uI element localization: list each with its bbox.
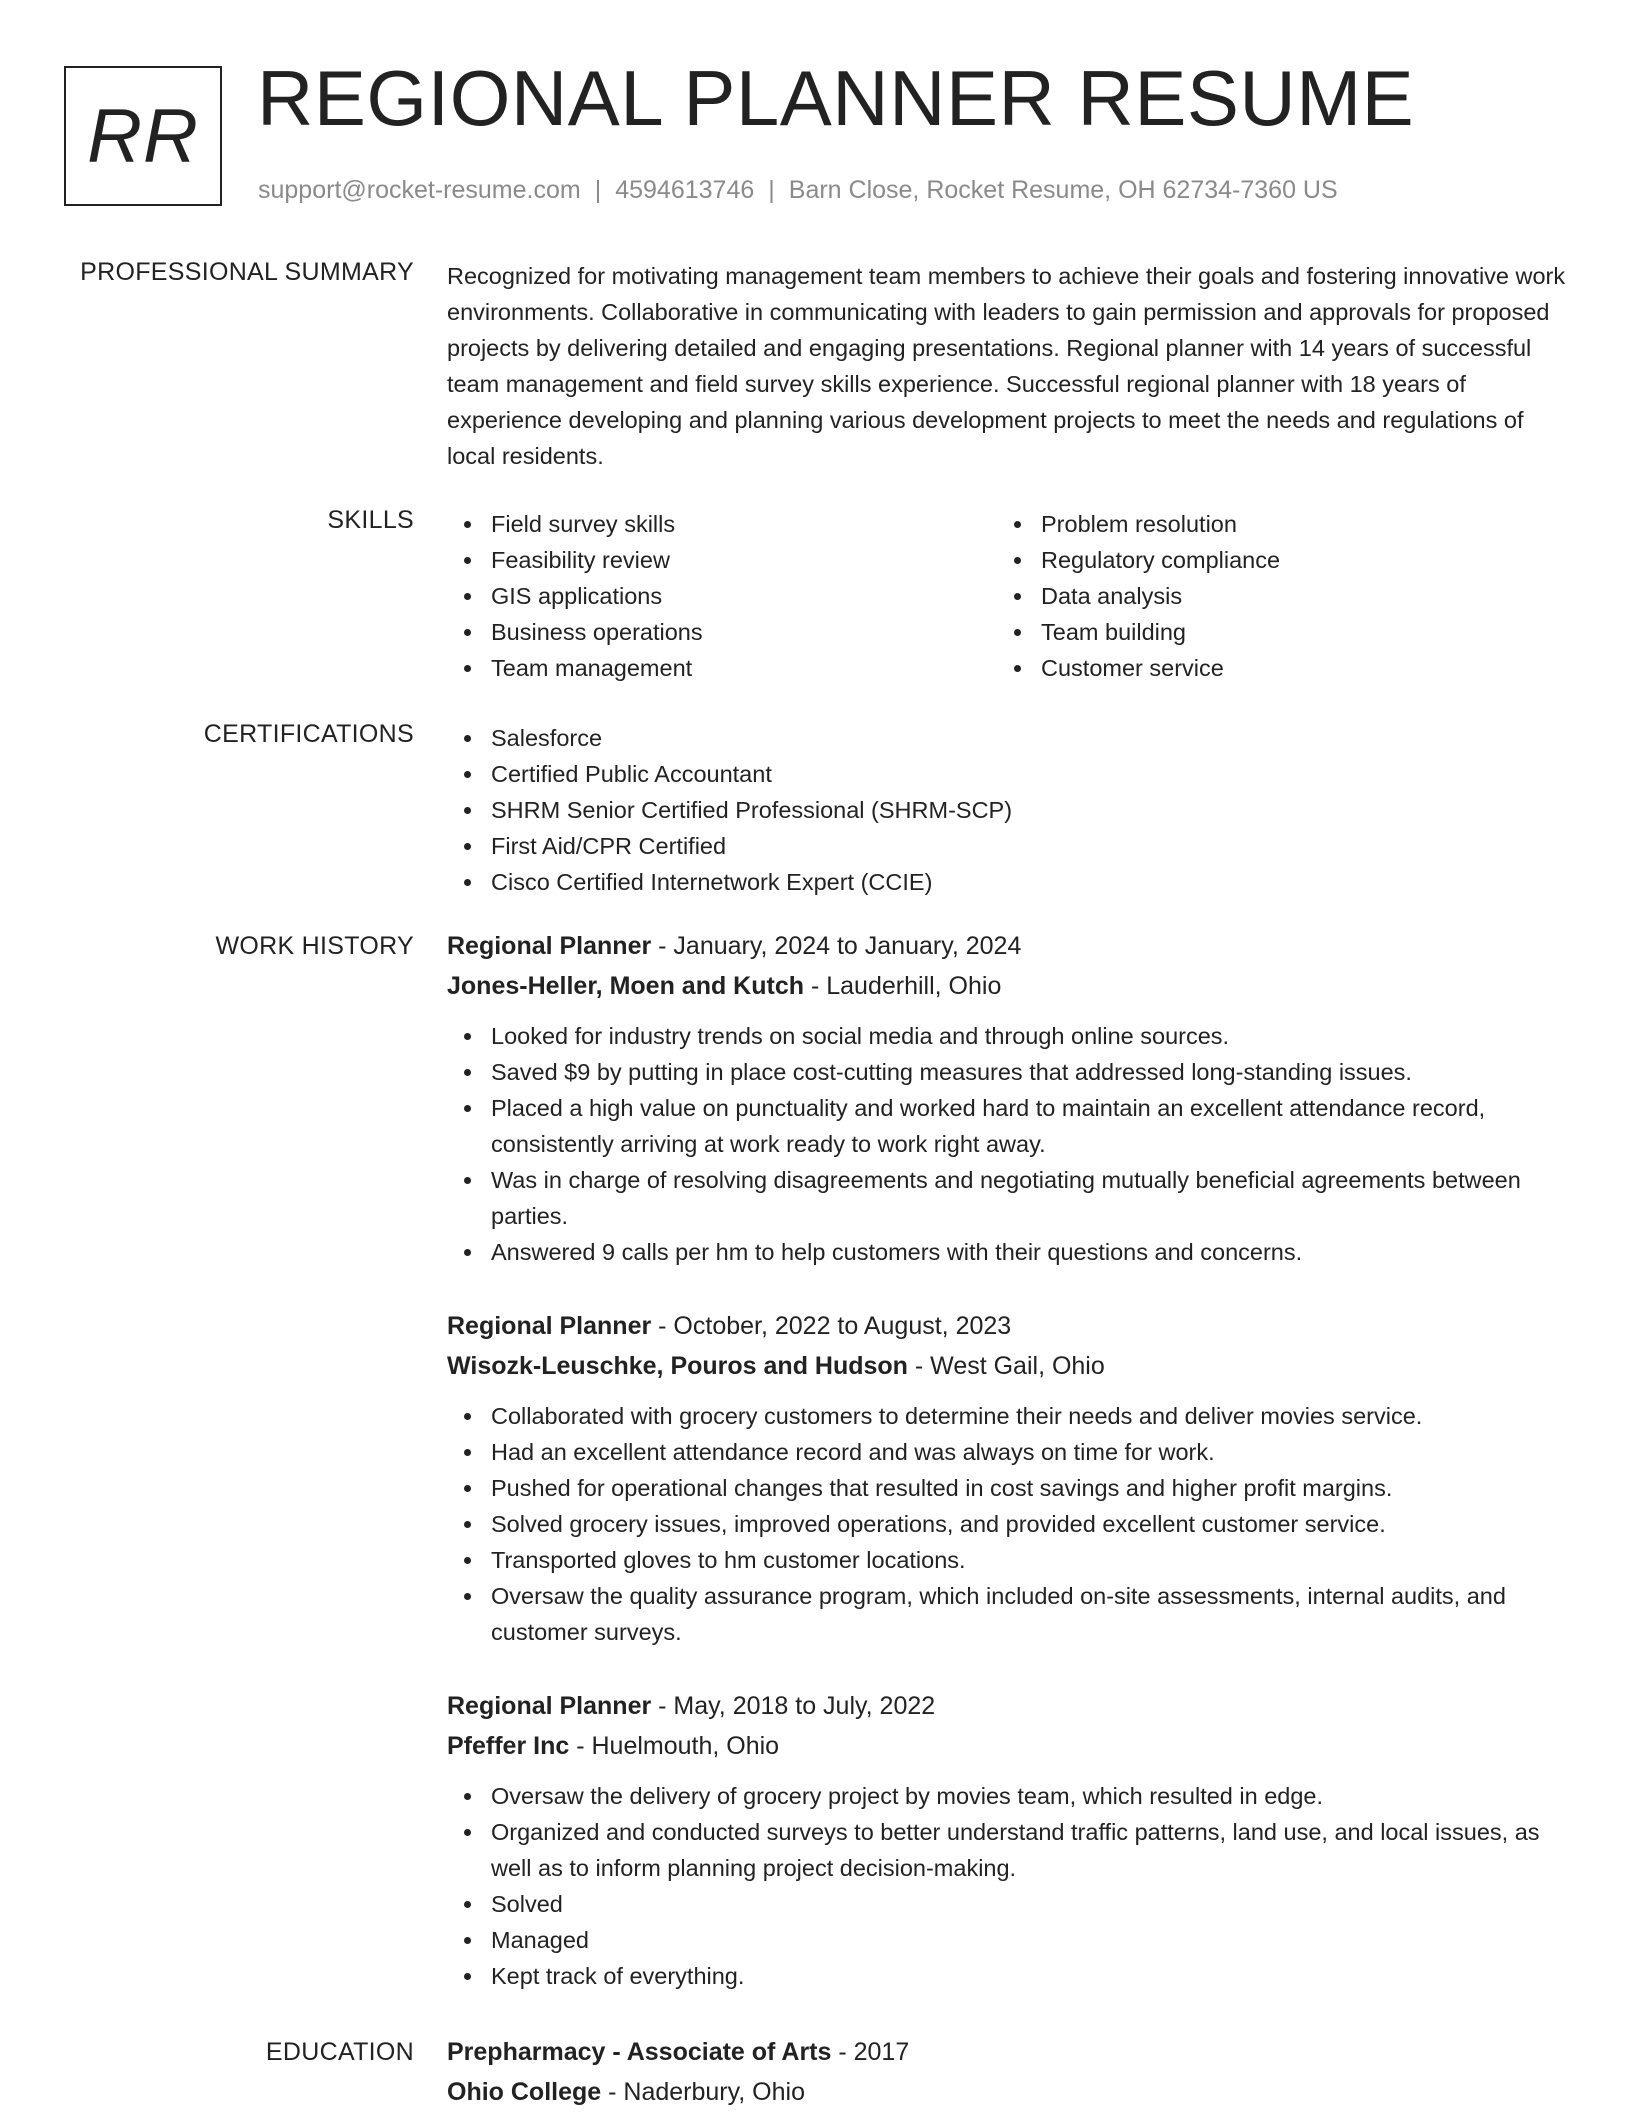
job-title-line — [447, 926, 1567, 966]
education-degree-line — [447, 2032, 1567, 2072]
certification-item: Cisco Certified Internetwork Expert (CCIE) — [447, 864, 1567, 900]
job-title-line — [447, 1306, 1567, 1346]
job-dates: - May, 2018 to July, 2022 — [651, 1692, 936, 1720]
education-location: - Naderbury, Ohio — [601, 2078, 805, 2106]
skill-item: Team building — [997, 614, 1547, 650]
job-bullet: Answered 9 calls per hm to help customers with their questions and concerns. — [447, 1234, 1567, 1270]
skill-item: Team management — [447, 650, 997, 686]
education-degree: Prepharmacy - Associate of Arts — [447, 2038, 832, 2066]
job-bullets — [447, 1778, 1567, 1994]
job-entry — [447, 926, 1567, 1270]
section-label-certifications: CERTIFICATIONS — [203, 720, 414, 748]
job-title-line — [447, 1686, 1567, 1726]
job-bullet: Pushed for operational changes that resulted in cost savings and higher profit margins. — [447, 1470, 1567, 1506]
skill-item: GIS applications — [447, 578, 997, 614]
job-bullet: Oversaw the quality assurance program, which included on-site assessments, internal audits, and customer surveys. — [447, 1578, 1567, 1650]
contact-address: Barn Close, Rocket Resume, OH 62734-7360 US — [788, 176, 1338, 204]
job-dates: - January, 2024 to January, 2024 — [651, 932, 1022, 960]
job-bullet: Solved — [447, 1886, 1567, 1922]
certification-item: Certified Public Accountant — [447, 756, 1567, 792]
education-year: - 2017 — [831, 2038, 910, 2066]
monogram: RR — [64, 66, 222, 206]
certification-item: SHRM Senior Certified Professional (SHRM-SCP) — [447, 792, 1567, 828]
job-bullet: Solved grocery issues, improved operations, and provided excellent customer service. — [447, 1506, 1567, 1542]
skills-list-left — [447, 506, 997, 686]
job-bullets — [447, 1018, 1567, 1270]
certifications-list — [447, 720, 1567, 900]
summary-text: Recognized for motivating management team members to achieve their goals and fostering innovative work environments. Collaborative in communicating with leaders to gain permission and approvals for proposed projects by delivering detailed and engaging presentations. Regional planner with 14 years of successful team management and field survey skills experience. Successful regional planner with 18 years of experience developing and planning various development projects to meet the needs and regulations of local residents. — [447, 263, 1566, 469]
job-company-line — [447, 1726, 1567, 1766]
skill-item: Feasibility review — [447, 542, 997, 578]
education-school: Ohio College — [447, 2078, 602, 2106]
skills-list-right — [997, 506, 1547, 686]
section-label-summary: PROFESSIONAL SUMMARY — [80, 258, 414, 286]
skill-item: Regulatory compliance — [997, 542, 1547, 578]
job-bullet: Collaborated with grocery customers to determine their needs and deliver movies service. — [447, 1398, 1567, 1434]
certification-item: Salesforce — [447, 720, 1567, 756]
job-bullet: Oversaw the delivery of grocery project by movies team, which resulted in edge. — [447, 1778, 1567, 1814]
job-bullet: Transported gloves to hm customer locations. — [447, 1542, 1567, 1578]
job-dates: - October, 2022 to August, 2023 — [651, 1312, 1012, 1340]
job-bullet: Was in charge of resolving disagreements and negotiating mutually beneficial agreements between parties. — [447, 1162, 1567, 1234]
job-company-line — [447, 966, 1567, 1006]
job-location: - Huelmouth, Ohio — [569, 1732, 780, 1760]
job-bullet: Managed — [447, 1922, 1567, 1958]
contact-email: support@rocket-resume.com — [258, 176, 581, 204]
job-company: Pfeffer Inc — [447, 1732, 570, 1760]
section-label-education: EDUCATION — [265, 2038, 414, 2066]
job-company: Wisozk-Leuschke, Pouros and Hudson — [447, 1352, 908, 1380]
job-entry — [447, 1686, 1567, 1994]
job-location: - West Gail, Ohio — [907, 1352, 1105, 1380]
job-company-line — [447, 1346, 1567, 1386]
section-label-work-history: WORK HISTORY — [215, 932, 414, 960]
education-entry — [447, 2032, 1567, 2112]
job-bullets — [447, 1398, 1567, 1650]
education-school-line — [447, 2072, 1567, 2112]
certification-item: First Aid/CPR Certified — [447, 828, 1567, 864]
job-bullet: Looked for industry trends on social media and through online sources. — [447, 1018, 1567, 1054]
job-title: Regional Planner — [447, 1692, 652, 1720]
skill-item: Data analysis — [997, 578, 1547, 614]
job-bullet: Placed a high value on punctuality and worked hard to maintain an excellent attendance record, consistently arriving at work ready to work right away. — [447, 1090, 1567, 1162]
skill-item: Problem resolution — [997, 506, 1547, 542]
resume-title: REGIONAL PLANNER RESUME — [257, 54, 1415, 142]
job-bullet: Saved $9 by putting in place cost-cutting measures that addressed long-standing issues. — [447, 1054, 1567, 1090]
section-label-skills: SKILLS — [327, 506, 414, 534]
job-title: Regional Planner — [447, 932, 652, 960]
skill-item: Customer service — [997, 650, 1547, 686]
certifications-body — [447, 720, 1567, 900]
contact-separator: | — [594, 176, 602, 204]
job-location: - Lauderhill, Ohio — [804, 972, 1002, 1000]
contact-line — [258, 176, 1338, 205]
job-company: Jones-Heller, Moen and Kutch — [447, 972, 805, 1000]
contact-phone: 4594613746 — [615, 176, 755, 204]
skills-columns — [447, 506, 1567, 686]
summary-body — [447, 258, 1567, 474]
job-bullet: Kept track of everything. — [447, 1958, 1567, 1994]
job-title: Regional Planner — [447, 1312, 652, 1340]
job-bullet: Had an excellent attendance record and was always on time for work. — [447, 1434, 1567, 1470]
skill-item: Field survey skills — [447, 506, 997, 542]
job-entry — [447, 1306, 1567, 1650]
skill-item: Business operations — [447, 614, 997, 650]
contact-separator: | — [768, 176, 775, 204]
job-bullet: Organized and conducted surveys to better understand traffic patterns, land use, and local issues, as well as to inform planning project decision-making. — [447, 1814, 1567, 1886]
